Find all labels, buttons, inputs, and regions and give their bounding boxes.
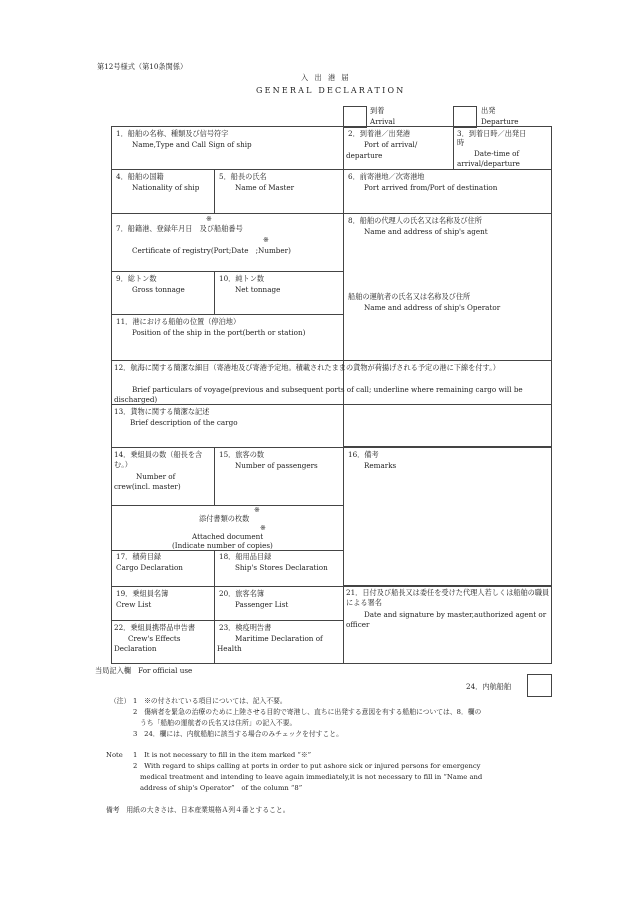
notes-jp-2b: うち「船舶の運航者の氏名又は住所」の記入不要。 [140,719,297,727]
field-10-net-tonnage[interactable] [214,271,344,315]
field-15-passengers[interactable] [214,447,344,506]
field-16-label-en: Remarks [364,461,397,470]
field-8-label-en: Name and address of ship's agent [364,227,488,236]
field-23-health-declaration[interactable] [214,620,344,664]
notes-en-head: Note [106,751,123,759]
field-13-cargo[interactable] [111,404,552,448]
footer-remark: 備考 用紙の大きさは、日本産業規格Ａ列４番とすること。 [106,806,290,814]
field-15-label-jp: 15．旅客の数 [219,450,265,459]
field-22-label-jp: 22．乗組員携帯品申告書 [114,623,196,632]
notes-jp-3: 3 24．欄には、内航船舶に該当する場合のみチェックを付すこと。 [133,730,343,738]
field-4-label-en: Nationality of ship [132,183,200,192]
field-4-nationality[interactable] [111,169,215,214]
field-4-label-jp: 4．船舶の国籍 [116,172,164,181]
attached-mark-2: ※ [260,523,267,532]
field-8-operator-label-jp: 船舶の運航者の氏名又は名称及び住所 [348,292,471,301]
departure-label-jp: 出発 [481,106,496,115]
field-1-ship-name[interactable] [111,126,344,170]
field-8-label-jp: 8．船舶の代理人の氏名又は名称及び住所 [348,216,482,225]
field-18-label-jp: 18．船用品目録 [219,552,272,561]
field-5-label-en: Name of Master [235,183,295,192]
field-9-label-jp: 9．総トン数 [116,274,157,283]
field-7-registry[interactable] [111,213,344,272]
field-10-label-jp: 10．純トン数 [219,274,265,283]
field-10-label-en: Net tonnage [235,285,281,294]
arrival-label-jp: 到着 [370,106,385,115]
field-2-label-en-1: Port of arrival/ [364,140,418,149]
field-2-port[interactable] [343,126,454,170]
field-14-crew[interactable] [111,447,215,506]
field-16-label-jp: 16．備考 [348,450,379,459]
field-20-passenger-list[interactable] [214,586,344,621]
field-11-position[interactable] [111,314,344,361]
field-3-label-en-1: Date-time of [474,149,520,158]
field-3-label-jp-2: 時 [457,138,465,147]
field-18-stores-declaration[interactable] [214,550,344,587]
field-6-label-en: Port arrived from/Port of destination [364,183,498,192]
official-use-label: 当局記入欄 For official use [95,666,193,675]
field-1-label-jp: 1．船舶の名称、種類及び信号符字 [116,129,229,138]
field-21-signature[interactable] [343,586,552,664]
notes-jp-head: （注） [110,697,131,705]
attached-label-en-1: Attached document [192,532,264,541]
field-19-label-jp: 19．乗組員名簿 [116,589,169,598]
field-2-label-en-2: departure [346,151,383,160]
attached-label-en-2: (Indicate number of copies) [172,541,273,550]
field-15-label-en: Number of passengers [235,461,318,470]
field-11-label-jp: 11．港における船舶の位置（停泊地） [116,317,241,326]
field-19-crew-list[interactable] [111,586,215,621]
field-17-label-en: Cargo Declaration [116,563,183,572]
field-7-label-en: Certificate of registry(Port;Date ;Number) [132,246,291,255]
attached-documents [111,505,344,551]
field-14-label-en: Number of crew(incl. master) [114,472,181,492]
notes-jp-1: 1 ※の付されている項目については、記入不要。 [133,697,287,705]
field-7-label-jp: 7．船籍港、登録年月日 及び船舶番号 [116,224,243,233]
field-11-label-en: Position of the ship in the port(berth or station) [132,328,306,337]
field-22-crew-effects[interactable] [111,620,215,664]
field-7-mark-2: ※ [263,235,270,244]
form-number: 第12号様式（第10条関係） [97,62,188,71]
field-18-label-en: Ship's Stores Declaration [235,563,328,572]
field-3-label-jp-1: 3．到着日時／出発日 [457,129,527,138]
notes-en-2b: medical treatment and intending to leave again immediately,it is not necessary to fill in “Name and [140,773,483,781]
field-17-cargo-declaration[interactable] [111,550,215,587]
notes-jp-2a: 2 傷病者を緊急の治療のために上陸させる目的で寄港し、直ちに出発する意図を有する船舶については、8．欄の [133,708,482,716]
notes-en-2a: 2 With regard to ships calling at ports in order to put ashore sick or injured persons for emergency [133,762,481,770]
field-9-gross-tonnage[interactable] [111,271,215,315]
field-21-label-jp: 21．日付及び船長又は委任を受けた代理人若しくは船舶の職員による署名 [346,588,550,608]
field-1-label-en: Name,Type and Call Sign of ship [132,140,252,149]
field-9-label-en: Gross tonnage [132,285,185,294]
field-13-label-en: Brief description of the cargo [130,418,238,427]
domestic-vessel-label: 24．内航船舶 [466,682,512,691]
title-japanese: 入 出 港 届 [301,73,351,82]
field-21-label-en: Date and signature by master,authorized agent or officer [346,610,547,630]
field-2-label-jp: 2．到着港／出発港 [348,129,411,138]
field-8-operator-label-en: Name and address of ship's Operator [364,303,501,312]
field-7-mark-1: ※ [206,214,213,223]
field-23-label-en: Maritime Declaration of Health [217,634,323,654]
field-5-label-jp: 5．船長の氏名 [219,172,267,181]
arrival-label-en: Arrival [370,117,396,126]
title-english: GENERAL DECLARATION [256,86,406,95]
field-12-voyage[interactable] [111,360,552,405]
field-6-label-jp: 6．前寄港地／次寄港地 [348,172,425,181]
departure-label-en: Departure [481,117,519,126]
attached-mark-1: ※ [254,505,261,514]
field-23-label-jp: 23．検疫明告書 [219,623,272,632]
attached-label-jp: 添付書類の枚数 [199,514,250,523]
field-12-label-en: Brief particulars of voyage(previous and subsequent ports of call; underline where remaining cargo will be discharged) [114,385,523,405]
domestic-vessel-checkbox[interactable] [527,674,552,697]
field-12-label-jp: 12．航海に関する簡潔な細目（寄港地及び寄港予定地。積載されたままの貨物が荷揚げされる予定の港に下線を付す。） [114,363,500,372]
field-3-datetime[interactable] [453,126,552,170]
field-19-label-en: Crew List [116,600,152,609]
arrival-checkbox[interactable] [343,106,367,128]
field-3-label-en-2: arrival/departure [457,159,520,168]
departure-checkbox[interactable] [453,106,477,128]
field-22-label-en: Crew's Effects Declaration [114,634,181,654]
field-5-master-name[interactable] [214,169,344,214]
notes-en-1: 1 It is not necessary to fill in the item marked “※” [133,751,312,759]
field-14-label-jp: 14．乗組員の数（船長を含む。） [114,450,203,470]
field-20-label-en: Passenger List [235,600,289,609]
field-6-ports[interactable] [343,169,552,214]
field-17-label-jp: 17．積荷目録 [116,552,162,561]
notes-en-2c: address of ship's Operator” of the column “8” [140,784,303,792]
field-16-remarks[interactable] [343,447,552,586]
field-13-label-jp: 13．貨物に関する簡潔な記述 [114,407,210,416]
field-20-label-jp: 20．旅客名簿 [219,589,265,598]
